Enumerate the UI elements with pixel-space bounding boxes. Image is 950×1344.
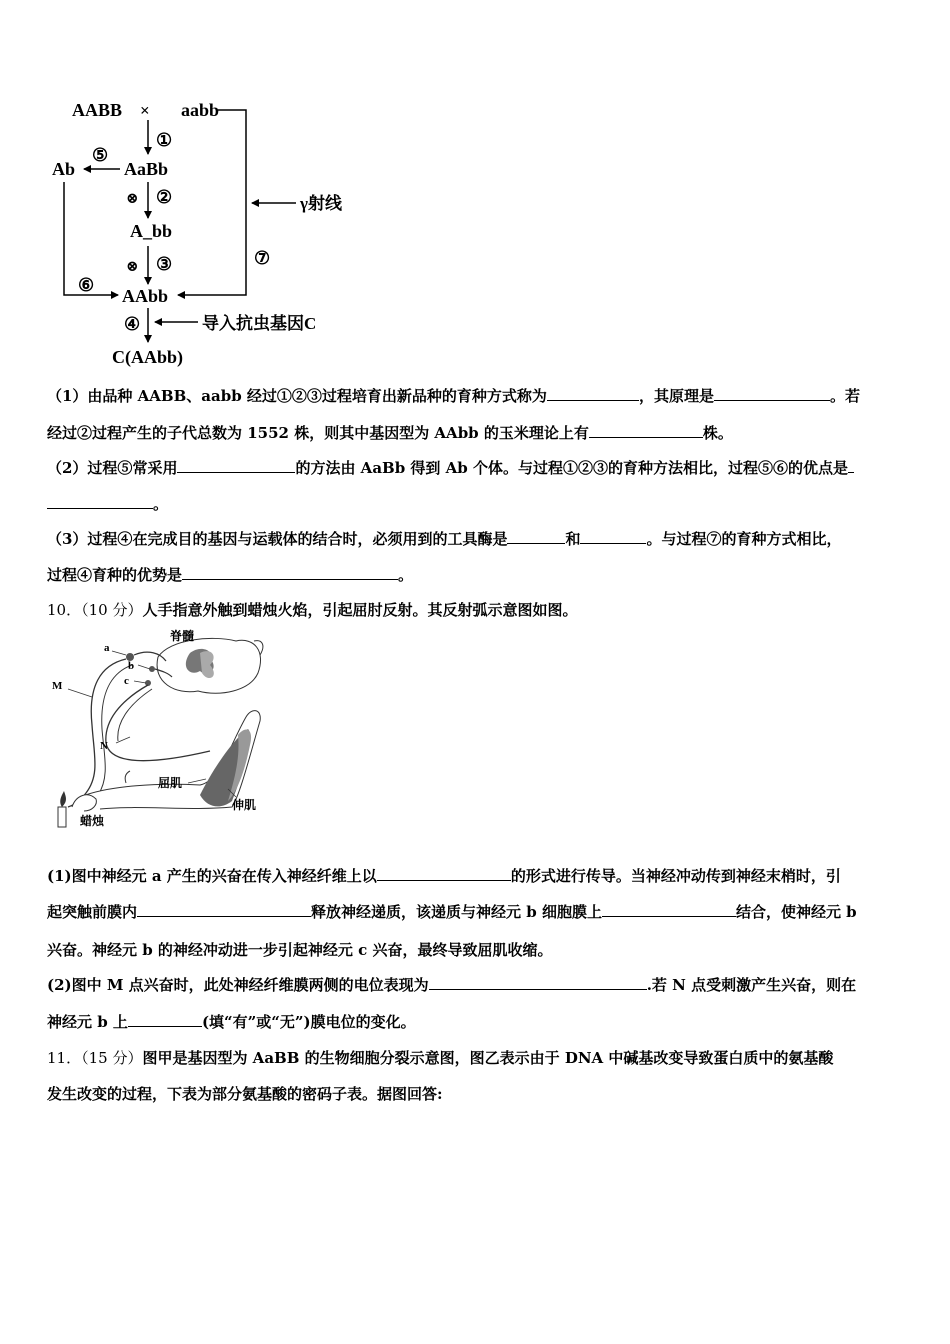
q10-part1-text-c: 起突触前膜内 bbox=[47, 903, 138, 921]
label-M: M bbox=[52, 680, 63, 692]
gamma-label: γ射线 bbox=[300, 194, 342, 213]
f2-label: A_bb bbox=[130, 221, 173, 241]
answer-blank-advantage-start[interactable] bbox=[848, 458, 854, 473]
q9-part1-line1 bbox=[47, 386, 907, 406]
label-extensor: 伸肌 bbox=[232, 798, 257, 812]
q10-part2-line2 bbox=[47, 1012, 907, 1032]
q10-part1-line3 bbox=[47, 940, 907, 960]
selfing-symbol-1: ⊗ bbox=[126, 191, 139, 207]
q10-part1-text-b: 的形式进行传导。当神经冲动传到神经末梢时，引 bbox=[510, 867, 841, 885]
f1-label: AaBb bbox=[124, 159, 169, 179]
cross-symbol: × bbox=[140, 101, 150, 120]
breeding-diagram bbox=[0, 0, 400, 380]
step3-label: ③ bbox=[156, 254, 173, 274]
q10-part2-text-b: .若 N 点受刺激产生兴奋，则在 bbox=[646, 976, 857, 994]
hand bbox=[72, 795, 96, 811]
reflex-arc-diagram bbox=[40, 625, 280, 840]
q10-part1-text-f: 兴奋。神经元 b 的神经冲动进一步引起神经元 c 兴奋，最终导致屈肌收缩。 bbox=[47, 941, 553, 959]
q9-part2-text-a: （2）过程⑤常采用 bbox=[47, 459, 178, 477]
answer-blank-benefit[interactable] bbox=[182, 565, 398, 580]
q9-part1-text-b: ，其原理是 bbox=[638, 387, 714, 405]
q10-part2-text-c: 神经元 b 上 bbox=[47, 1013, 128, 1031]
q10-part1-line1 bbox=[47, 866, 907, 886]
answer-blank-method[interactable] bbox=[177, 458, 295, 473]
q9-part1-text-d: 经过②过程产生的子代总数为 1552 株，则其中基因型为 AAbb 的玉米理论上有 bbox=[47, 424, 589, 442]
step5-label: ⑤ bbox=[92, 145, 109, 165]
answer-blank-potential[interactable] bbox=[429, 975, 647, 990]
candle bbox=[58, 807, 66, 827]
q9-part1-text-e: 株。 bbox=[702, 424, 733, 442]
q9-part1-text-c: 。若 bbox=[829, 387, 860, 405]
parent1-label: AABB bbox=[72, 100, 123, 120]
answer-blank-conduction-form[interactable] bbox=[377, 866, 511, 881]
answer-blank-advantage[interactable] bbox=[47, 494, 153, 509]
q11-number: 11．（15 分） bbox=[47, 1049, 143, 1067]
q9-part3-text-b: 和 bbox=[565, 530, 581, 548]
q9-part3-text-c: 。与过程⑦的育种方式相比， bbox=[646, 530, 842, 548]
leader-c bbox=[134, 681, 146, 683]
q9-part3-text-d: 过程④育种的优势是 bbox=[47, 566, 183, 584]
q10-part1-line2 bbox=[47, 902, 907, 922]
efferent-nerve-inner bbox=[118, 689, 152, 741]
step2-label: ② bbox=[156, 187, 173, 207]
q10-part2-text-d: (填“有”或“无”)膜电位的变化。 bbox=[201, 1013, 416, 1031]
q9-part3-line1 bbox=[47, 529, 907, 549]
selfing-symbol-2: ⊗ bbox=[126, 259, 139, 275]
label-N: N bbox=[100, 740, 108, 752]
candle-flame bbox=[60, 791, 66, 807]
q9-part2-line1 bbox=[47, 458, 907, 478]
label-a: a bbox=[104, 642, 110, 654]
answer-blank-principle[interactable] bbox=[714, 386, 830, 401]
leader-flexor bbox=[188, 779, 206, 783]
q9-part2-text-b: 的方法由 AaBb 得到 Ab 个体。与过程①②③的育种方法相比，过程⑤⑥的优点是 bbox=[295, 459, 848, 477]
answer-blank-yes-no[interactable] bbox=[128, 1012, 202, 1027]
label-c: c bbox=[124, 675, 129, 687]
q10-stem bbox=[47, 600, 907, 620]
label-b: b bbox=[128, 660, 135, 672]
efferent-nerve bbox=[106, 685, 210, 761]
product-label: C(AAbb) bbox=[112, 347, 184, 367]
q9-part3-text-e: 。 bbox=[398, 566, 414, 584]
answer-blank-receptor[interactable] bbox=[602, 902, 736, 917]
q10-stem-text: 人手指意外触到蜡烛火焰，引起屈肘反射。其反射弧示意图如图。 bbox=[142, 601, 578, 619]
label-flexor: 屈肌 bbox=[158, 776, 183, 790]
q10-part2-line1 bbox=[47, 975, 907, 995]
reflex-arrow bbox=[125, 771, 130, 783]
q11-stem-line2 bbox=[47, 1084, 907, 1104]
leader-a bbox=[112, 651, 126, 655]
leader-b bbox=[138, 665, 150, 669]
label-spine: 脊髓 bbox=[170, 629, 195, 643]
step7-path bbox=[178, 110, 246, 295]
step4-label: ④ bbox=[124, 314, 141, 334]
insert-gene-label: 导入抗虫基因C bbox=[202, 314, 317, 333]
step7-label: ⑦ bbox=[254, 248, 271, 268]
afferent-nerve bbox=[68, 659, 126, 807]
q10-part1-text-d: 释放神经递质，该递质与神经元 b 细胞膜上 bbox=[311, 903, 602, 921]
q10-number: 10．（10 分） bbox=[47, 601, 143, 619]
q9-part3-line2 bbox=[47, 565, 907, 585]
answer-blank-plant-count[interactable] bbox=[589, 423, 703, 438]
label-candle: 蜡烛 bbox=[80, 814, 105, 828]
answer-blank-vesicle[interactable] bbox=[137, 902, 311, 917]
answer-blank-breeding-method[interactable] bbox=[547, 386, 639, 401]
q9-part1-line2 bbox=[47, 423, 907, 443]
q10-part1-text-e: 结合，使神经元 b bbox=[735, 903, 857, 921]
q9-part1-text-a: （1）由品种 AABB、aabb 经过①②③过程培育出新品种的育种方式称为 bbox=[47, 387, 547, 405]
q11-stem-text-1: 图甲是基因型为 AaBB 的生物细胞分裂示意图，图乙表示由于 DNA 中碱基改变导致蛋白质中的氨基酸 bbox=[142, 1049, 834, 1067]
step1-label: ① bbox=[156, 130, 173, 150]
target-label: AAbb bbox=[122, 286, 169, 306]
q11-stem-text-2: 发生改变的过程，下表为部分氨基酸的密码子表。据图回答: bbox=[47, 1085, 443, 1103]
step6-label: ⑥ bbox=[78, 275, 95, 295]
ab-label: Ab bbox=[52, 159, 76, 179]
leader-M bbox=[68, 689, 92, 697]
q9-part2-text-c: 。 bbox=[153, 495, 169, 513]
parent2-label: aabb bbox=[181, 100, 220, 120]
q9-part3-text-a: （3）过程④在完成目的基因与运载体的结合时，必须用到的工具酶是 bbox=[47, 530, 508, 548]
answer-blank-enzyme-1[interactable] bbox=[507, 529, 565, 544]
q10-part1-text-a: (1)图中神经元 a 产生的兴奋在传入神经纤维上以 bbox=[47, 867, 377, 885]
q10-part2-text-a: (2)图中 M 点兴奋时，此处神经纤维膜两侧的电位表现为 bbox=[47, 976, 429, 994]
answer-blank-enzyme-2[interactable] bbox=[580, 529, 646, 544]
q11-stem-line1 bbox=[47, 1048, 907, 1068]
q9-part2-line2 bbox=[47, 494, 907, 514]
